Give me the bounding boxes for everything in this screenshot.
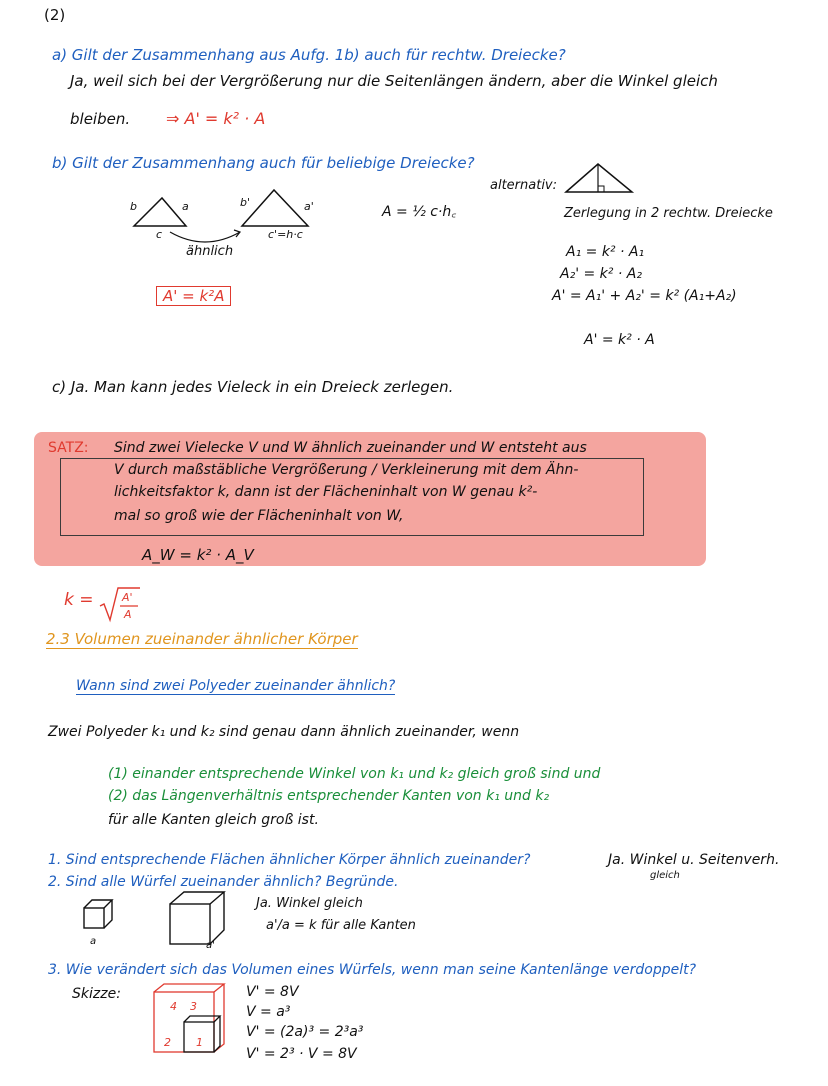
small-tri-side-b: b — [130, 200, 137, 213]
condition-2: (2) das Längenverhältnis entsprechender Kanten von k₁ und k₂ — [108, 788, 550, 804]
alt-eq2: A₂' = k² · A₂ — [560, 266, 642, 282]
task-3: 3. Wie verändert sich das Volumen eines Würfels, wenn man seine Kantenlänge verdoppelt? — [48, 962, 697, 978]
large-cube-label: a' — [206, 940, 215, 951]
theorem-line2: V durch maßstäbliche Vergrößerung / Verkleinerung mit dem Ähn- — [114, 462, 579, 478]
task-1-answer: Ja. Winkel u. Seitenverh. — [608, 852, 780, 868]
task-1-answer-2: gleich — [650, 870, 680, 881]
sketch-label: Skizze: — [72, 986, 121, 1002]
small-tri-side-c: c — [156, 228, 163, 241]
volume-eq4: V' = 2³ · V = 8V — [246, 1046, 357, 1062]
alt-eq1: A₁ = k² · A₁ — [566, 244, 645, 260]
cubes-figure — [74, 890, 254, 950]
condition-1: (1) einander entsprechende Winkel von k₁ und k₂ gleich groß sind und — [108, 766, 601, 782]
large-tri-side-b: b' — [240, 196, 251, 209]
part-a-answer-line2: bleiben. — [70, 110, 131, 128]
part-a-answer-line1: Ja, weil sich bei der Vergrößerung nur die Seitenlängen ändern, aber die Winkel gleich — [70, 72, 718, 90]
part-b-question: b) Gilt der Zusammenhang auch für beliebige Dreiecke? — [52, 154, 475, 172]
boxed-result: A' = k²A — [156, 286, 231, 306]
k-formula-numerator: A' — [122, 591, 133, 604]
alternative-label: alternativ: — [490, 178, 558, 193]
k-formula-denominator: A — [124, 608, 132, 621]
large-triangle — [242, 190, 308, 226]
similar-arrow — [170, 232, 240, 242]
cube-number-4: 4 — [170, 1000, 177, 1013]
small-tri-side-a: a — [182, 200, 189, 213]
page-ref: (2) — [44, 6, 66, 24]
volume-eq1: V' = 8V — [246, 984, 299, 1000]
decomposition-text: Zerlegung in 2 rechtw. Dreiecke — [564, 206, 773, 221]
section-question: Wann sind zwei Polyeder zueinander ähnlich? — [76, 678, 396, 694]
large-cube — [170, 892, 224, 944]
k-formula-lhs: k = — [64, 590, 94, 610]
theorem-label: SATZ: — [48, 440, 89, 456]
small-cube — [84, 900, 112, 928]
task-2-answer-1: Ja. Winkel gleich — [256, 896, 363, 911]
condition-3: für alle Kanten gleich groß ist. — [108, 812, 319, 828]
split-triangle-figure — [560, 160, 650, 200]
theorem-formula: A_W = k² · A_V — [142, 546, 254, 564]
task-2: 2. Sind alle Würfel zueinander ähnlich? Begründe. — [48, 874, 399, 890]
alt-eq4: A' = k² · A — [584, 332, 655, 348]
cube-number-2: 2 — [164, 1036, 171, 1049]
section-title: 2.3 Volumen zueinander ähnlicher Körper — [46, 630, 358, 648]
task-1: 1. Sind entsprechende Flächen ähnlicher Körper ähnlich zueinander? — [48, 852, 531, 868]
triangle-area-formula: A = ½ c·h꜀ — [382, 204, 457, 220]
theorem-line1: Sind zwei Vielecke V und W ähnlich zueinander und W entsteht aus — [114, 440, 587, 456]
sqrt-sign — [98, 584, 142, 628]
theorem-line4: mal so groß wie der Flächeninhalt von W, — [114, 508, 404, 524]
task-2-answer-2: a'/a = k für alle Kanten — [266, 918, 416, 933]
alt-eq3: A' = A₁' + A₂' = k² (A₁+A₂) — [552, 288, 737, 304]
part-a-question: a) Gilt der Zusammenhang aus Aufg. 1b) auch für rechtw. Dreiecke? — [52, 46, 566, 64]
doubled-cube-sketch — [148, 978, 238, 1068]
section-answer: Zwei Polyeder k₁ und k₂ sind genau dann ähnlich zueinander, wenn — [48, 724, 520, 740]
cube-number-1: 1 — [196, 1036, 203, 1049]
small-cube-label: a — [90, 936, 97, 947]
large-tri-side-a: a' — [304, 200, 314, 213]
small-triangle — [134, 198, 186, 226]
similar-label: ähnlich — [186, 244, 234, 259]
large-tri-side-c: c'=h·c — [268, 228, 303, 241]
part-a-formula: ⇒ A' = k² · A — [166, 109, 266, 128]
volume-eq2: V = a³ — [246, 1004, 291, 1020]
theorem-line3: lichkeitsfaktor k, dann ist der Flächeninhalt von W genau k²- — [114, 484, 538, 500]
part-c-text: c) Ja. Man kann jedes Vieleck in ein Dreieck zerlegen. — [52, 378, 454, 396]
cube-number-3: 3 — [190, 1000, 197, 1013]
volume-eq3: V' = (2a)³ = 2³a³ — [246, 1024, 364, 1040]
